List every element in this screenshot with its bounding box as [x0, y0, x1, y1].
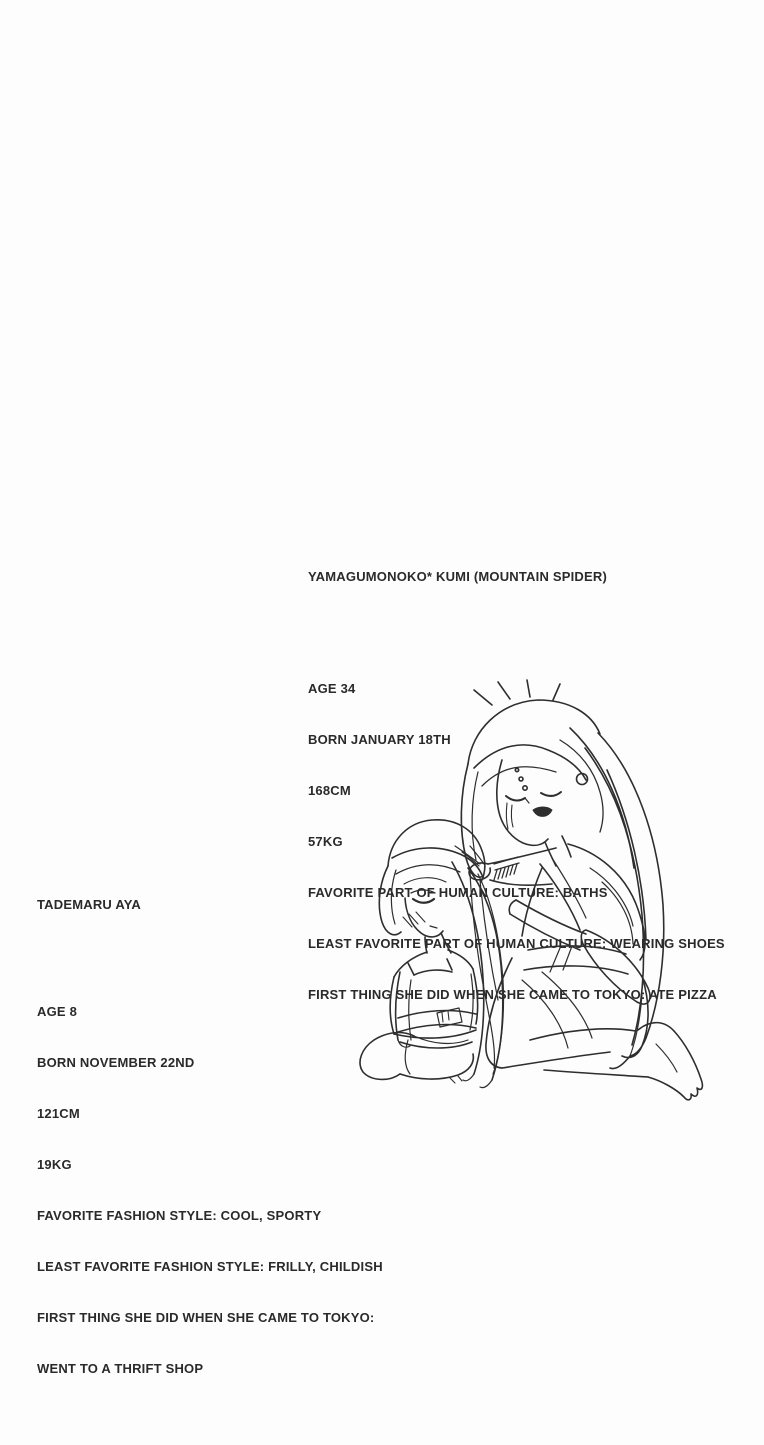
profile-line: BORN NOVEMBER 22ND: [37, 1055, 195, 1070]
kumi-obi: [524, 930, 650, 1004]
kumi-head-hair: [461, 680, 603, 877]
aya-back-hair: [452, 862, 504, 1088]
kumi-figure: [461, 680, 702, 1100]
aya-pulled-hair: [455, 846, 484, 866]
profile-line: 121CM: [37, 1106, 80, 1121]
profile-line: FAVORITE FASHION STYLE: COOL, SPORTY: [37, 1208, 322, 1223]
aya-head-hair: [379, 820, 484, 935]
kumi-kimono-top: [522, 836, 645, 960]
profile-line: 168CM: [308, 783, 351, 798]
character-name-kumi: YAMAGUMONOKO* KUMI (MOUNTAIN SPIDER): [308, 569, 607, 584]
profile-line: FAVORITE PART OF HUMAN CULTURE: BATHS: [308, 885, 608, 900]
comb: [494, 857, 519, 880]
profile-line: WENT TO A THRIFT SHOP: [37, 1361, 204, 1376]
kumi-face: [497, 760, 588, 845]
profile-line: 57KG: [308, 834, 343, 849]
aya-legs: [360, 1033, 473, 1083]
kumi-extended-leg: [530, 1023, 702, 1100]
profile-line: FIRST THING SHE DID WHEN SHE CAME TO TOKYO: ATE PIZZA: [308, 987, 717, 1002]
aya-figure: [360, 820, 503, 1088]
profile-line: FIRST THING SHE DID WHEN SHE CAME TO TOKYO:: [37, 1310, 375, 1325]
profile-line: LEAST FAVORITE PART OF HUMAN CULTURE: WEARING SHOES: [308, 936, 725, 951]
profile-line: BORN JANUARY 18TH: [308, 732, 451, 747]
aya-face: [403, 890, 443, 937]
kumi-front-strands: [470, 872, 498, 1068]
kumi-crossed-arm: [509, 900, 586, 950]
character-name-aya: TADEMARU AYA: [37, 897, 142, 912]
kumi-skirt: [486, 958, 648, 1068]
profile-line: AGE 8: [37, 1004, 78, 1019]
aya-shorts-belt: [398, 1008, 476, 1048]
profile-line: LEAST FAVORITE FASHION STYLE: FRILLY, CHILDISH: [37, 1259, 383, 1274]
profile-line: AGE 34: [308, 681, 356, 696]
profile-line: 19KG: [37, 1157, 72, 1172]
